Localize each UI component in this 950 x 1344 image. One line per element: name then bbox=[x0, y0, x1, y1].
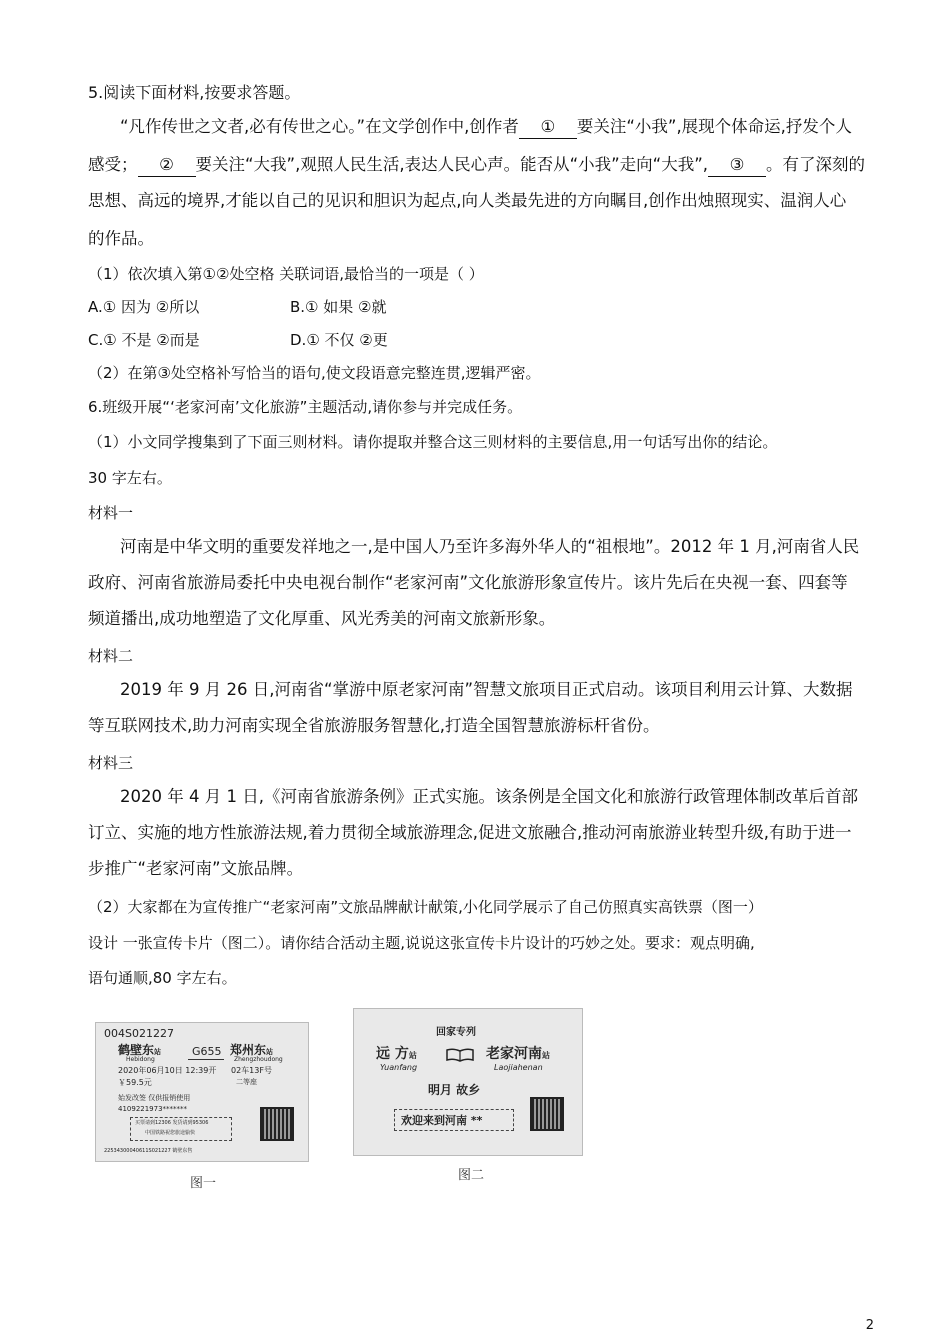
card-line: 明月 故乡 bbox=[428, 1083, 481, 1097]
card-from-name: 远 方 bbox=[376, 1046, 409, 1062]
material-2-line1: 2019 年 9 月 26 日,河南省“掌游中原老家河南”智慧文旅项目正式启动。该项目利用云计算、大数据 bbox=[120, 680, 853, 699]
ticket-id: 4109221973******* bbox=[118, 1105, 188, 1113]
q5-sub2: （2）在第③处空格补写恰当的语句,使文段语意完整连贯,逻辑严密。 bbox=[88, 364, 541, 382]
ticket-banner bbox=[130, 1117, 232, 1141]
q5-para-text: 。有了深刻的 bbox=[766, 155, 866, 174]
page-number: 2 bbox=[865, 1318, 874, 1333]
material-3-line1: 2020 年 4 月 1 日,《河南省旅游条例》正式实施。该条例是全国文化和旅游行政管理体制改革后首部 bbox=[120, 787, 858, 806]
train-number: G655 bbox=[192, 1045, 222, 1058]
q6-sub2-line3: 语句通顺,80 字左右。 bbox=[88, 969, 237, 987]
blank-2: ② bbox=[138, 154, 196, 177]
option-a: A.① 因为 ②所以 bbox=[88, 298, 200, 316]
q5-sub1: （1）依次填入第①②处空格 关联词语,最恰当的一项是（ ） bbox=[88, 265, 484, 283]
ticket-bottom-code: 22534300040611S021227 鹤壁东售 bbox=[104, 1148, 193, 1154]
option-b: B.① 如果 ②就 bbox=[290, 298, 387, 316]
q6-sub1-line2: 30 字左右。 bbox=[88, 469, 172, 487]
material-3-label: 材料三 bbox=[88, 754, 134, 772]
ticket-banner-line1: 买票请到12306 发货请到95306 bbox=[135, 1120, 209, 1126]
blank-3: ③ bbox=[708, 154, 766, 177]
q5-para-text: “凡作传世之文者,必有传世之心。”在文学创作中,创作者 bbox=[120, 117, 519, 136]
ticket-banner-line2: 中国铁路祝您旅途愉快 bbox=[145, 1130, 196, 1136]
figure-1-caption: 图一 bbox=[190, 1176, 217, 1191]
train-arrow bbox=[188, 1059, 224, 1060]
q5-para-line4: 的作品。 bbox=[88, 229, 154, 248]
card-to-station bbox=[486, 1043, 550, 1063]
card-to-name: 老家河南 bbox=[486, 1046, 542, 1062]
material-1-line1: 河南是中华文明的重要发祥地之一,是中国人乃至许多海外华人的“祖根地”。2012 年 1 月,河南省人民 bbox=[120, 537, 860, 556]
material-3-line2: 订立、实施的地方性旅游法规,着力贯彻全域旅游理念,促进文旅融合,推动河南旅游业转型升级,有助于进一 bbox=[88, 823, 852, 842]
figure-2-caption: 图二 bbox=[458, 1168, 485, 1183]
q5-para-line1 bbox=[120, 116, 852, 139]
q5-para-text: 感受； bbox=[88, 155, 138, 174]
ticket-price: ￥59.5元 bbox=[118, 1078, 152, 1087]
open-book-icon bbox=[446, 1047, 474, 1061]
from-station-name: 鹤壁东 bbox=[118, 1043, 155, 1057]
ticket-serial: 004S021227 bbox=[104, 1027, 174, 1040]
q5-para-text: 要关注“大我”,观照人民生活,表达人民心声。能否从“小我”走向“大我”, bbox=[195, 155, 709, 174]
qr-code-icon bbox=[260, 1107, 294, 1141]
to-station-pinyin: Zhengzhoudong bbox=[234, 1056, 283, 1063]
option-c: C.① 不是 ②而是 bbox=[88, 331, 200, 349]
from-station-pinyin: Hebidong bbox=[126, 1056, 155, 1063]
card-to-pinyin: Laojiahenan bbox=[494, 1063, 543, 1072]
q5-para-line3: 思想、高远的境界,才能以自己的见识和胆识为起点,向人类最先进的方向瞩目,创作出烛照现实、温润人心 bbox=[88, 191, 847, 210]
card-header: 回家专列 bbox=[436, 1027, 476, 1038]
q6-sub2-line1: （2）大家都在为宣传推广“老家河南”文旅品牌献计献策,小化同学展示了自己仿照真实高铁票（图一） bbox=[88, 898, 763, 916]
ticket-class: 二等座 bbox=[236, 1078, 257, 1086]
ticket-seat: 02车13F号 bbox=[231, 1066, 272, 1075]
q6-title: 6.班级开展“‘老家河南’文化旅游”主题活动,请你参与并完成任务。 bbox=[88, 398, 523, 416]
card-welcome-text: 欢迎来到河南 ** bbox=[401, 1114, 483, 1127]
material-1-label: 材料一 bbox=[88, 504, 134, 522]
promo-card-image bbox=[353, 1008, 583, 1156]
material-1-line3: 频道播出,成功地塑造了文化厚重、风光秀美的河南文旅新形象。 bbox=[88, 609, 556, 628]
material-1-line2: 政府、河南省旅游局委托中央电视台制作“老家河南”文化旅游形象宣传片。该片先后在央视一套、四套等 bbox=[88, 573, 848, 592]
card-welcome-box bbox=[394, 1109, 514, 1131]
q5-para-text: 要关注“小我”,展现个体命运,抒发个人 bbox=[576, 117, 852, 136]
material-2-line2: 等互联网技术,助力河南实现全省旅游服务智慧化,打造全国智慧旅游标杆省份。 bbox=[88, 716, 660, 735]
card-from-pinyin: Yuanfang bbox=[380, 1063, 418, 1072]
q5-para-line2 bbox=[88, 154, 865, 177]
blank-1: ① bbox=[519, 116, 577, 139]
material-3-line3: 步推广“老家河南”文旅品牌。 bbox=[88, 859, 304, 878]
from-station-suffix: 站 bbox=[154, 1048, 162, 1056]
train-ticket-image bbox=[95, 1022, 309, 1162]
material-2-label: 材料二 bbox=[88, 647, 134, 665]
qr-code-icon bbox=[530, 1097, 564, 1131]
ticket-note: 始发改签 仅供报销使用 bbox=[118, 1094, 191, 1102]
q5-title: 5.阅读下面材料,按要求答题。 bbox=[88, 83, 301, 102]
card-from-station bbox=[376, 1043, 417, 1063]
card-to-suffix: 站 bbox=[542, 1051, 550, 1060]
to-station-name: 郑州东 bbox=[230, 1043, 267, 1057]
q6-sub2-line2: 设计 一张宣传卡片（图二）。请你结合活动主题,说说这张宣传卡片设计的巧妙之处。要求：观点明确, bbox=[88, 934, 755, 952]
card-from-suffix: 站 bbox=[408, 1051, 417, 1060]
q6-sub1-line1: （1）小文同学搜集到了下面三则材料。请你提取并整合这三则材料的主要信息,用一句话写出你的结论。 bbox=[88, 433, 778, 451]
option-d: D.① 不仅 ②更 bbox=[290, 331, 388, 349]
ticket-datetime: 2020年06月10日 12:39开 bbox=[118, 1066, 217, 1075]
to-station-suffix: 站 bbox=[266, 1048, 274, 1056]
